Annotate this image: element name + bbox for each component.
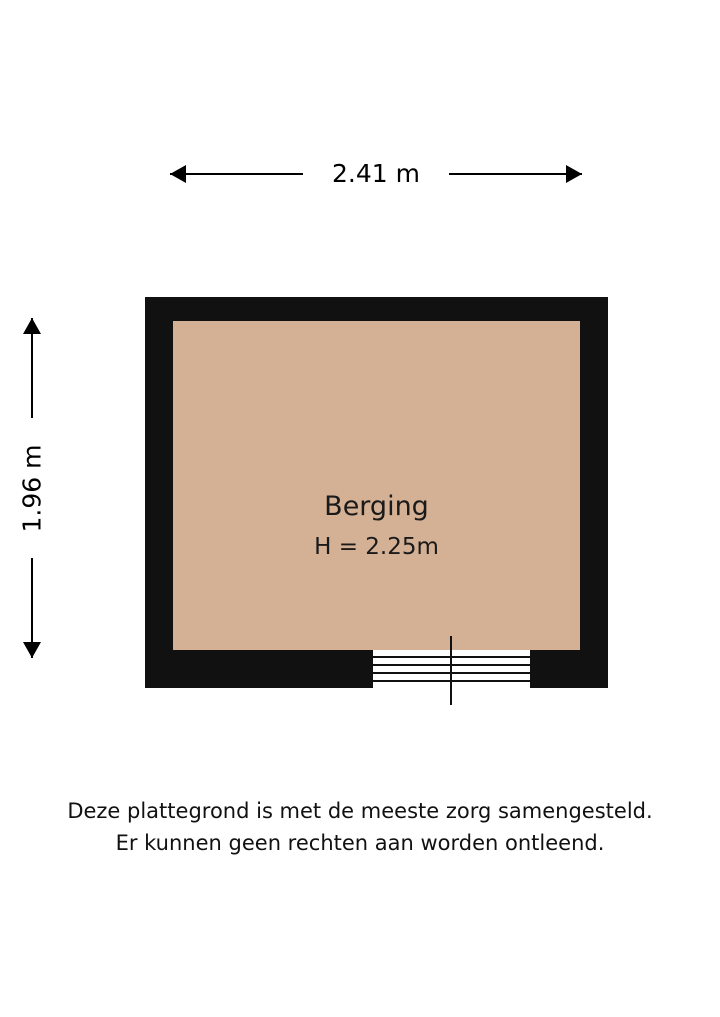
door-center-tick [450,636,452,705]
disclaimer-line-2: Er kunnen geen rechten aan worden ontleend. [115,831,605,855]
disclaimer-text [0,795,720,859]
disclaimer-line-1: Deze plattegrond is met de meeste zorg samengesteld. [67,799,653,823]
room-floor [173,321,580,650]
width-arrow-left-icon [170,165,186,183]
depth-dimension [8,318,56,658]
depth-dimension-label-background [8,418,56,558]
width-arrow-right-icon [566,165,582,183]
depth-arrow-top-icon [23,318,41,334]
room-name-label: Berging [324,491,429,522]
width-dimension-label: 2.41 m [332,159,420,188]
depth-dimension-label: 1.96 m [17,444,47,532]
room-height-label: H = 2.25m [314,534,439,560]
room-walls [145,297,608,688]
depth-arrow-bottom-icon [23,642,41,658]
width-dimension-label-background [303,152,449,196]
width-dimension [170,152,582,196]
